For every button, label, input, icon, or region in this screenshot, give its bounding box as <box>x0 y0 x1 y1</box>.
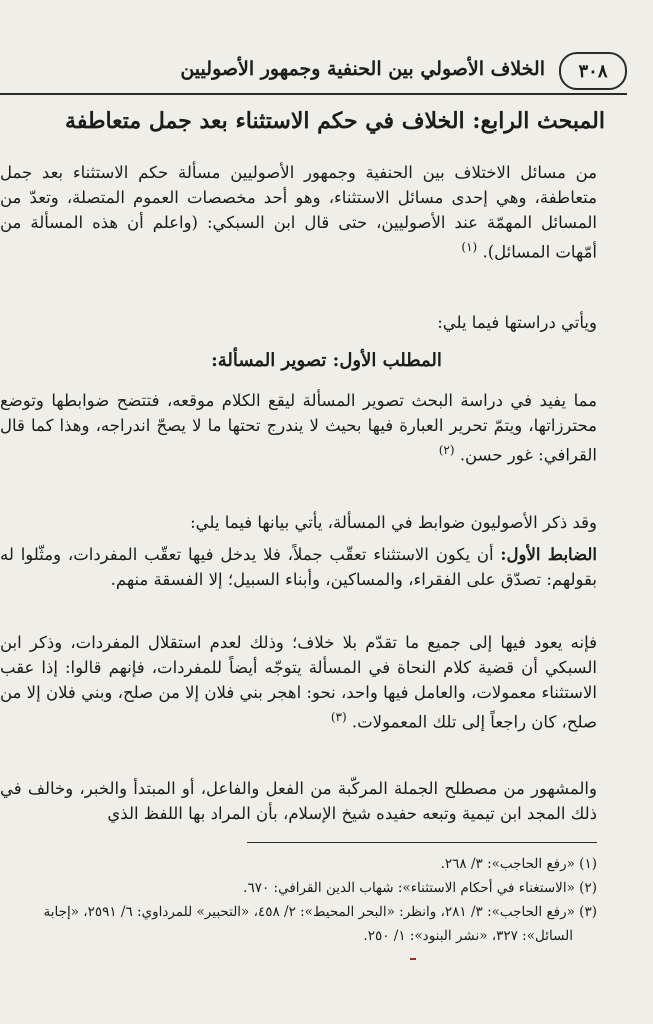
page-header <box>0 50 627 96</box>
paragraph-1-text: من مسائل الاختلاف بين الحنفية وجمهور الأصوليين مسألة حكم الاستثناء بعد جمل متعاطفة، وهي إحدى مسائل الاستثناء، وهو أحد مخصصات العموم المتصلة، وتعدّ من المسائل المهمّة عند الأصوليين، حتى قال ابن السبكي: (واعلم أن هذه المسألة من أمّهات المسائل). <box>0 163 597 262</box>
footnote-ref-3: (٣) <box>330 710 347 724</box>
page-mark <box>410 958 416 964</box>
paragraph-1 <box>0 160 597 265</box>
paragraph-4-text: وقد ذكر الأصوليون ضوابط في المسألة، يأتي بيانها فيما يلي: <box>190 513 597 532</box>
paragraph-5-text: أن يكون الاستثناء تعقّب جملاً، فلا يدخل فيها تعقّب المفردات، ومثّلوا له بقولهم: تصدّق على الفقراء، والمساكين، وأبناء السبيل؛ إلا الفسقة منهم. <box>0 545 597 589</box>
paragraph-5 <box>0 542 597 592</box>
header-divider <box>0 93 627 95</box>
paragraph-2 <box>0 310 597 335</box>
paragraph-3-text: مما يفيد في دراسة البحث تصوير المسألة ليقع الكلام موقعه، فتتضح ضوابطها وتوضع محترزاتها، ويتمّ تحرير العبارة فيها بحيث لا يندرج تحتها ما لا يصحّ اندراجه، وهذا كما قال القرافي: غور حسن. <box>0 391 597 465</box>
criterion-label: الضابط الأول: <box>500 545 597 564</box>
paragraph-7-text: والمشهور من مصطلح الجملة المركّبة من الفعل والفاعل، أو المبتدأ والخبر، وخالف في ذلك المجد ابن تيمية وتبعه حفيده شيخ الإسلام، بأن المراد بها اللفظ الذي <box>0 779 597 823</box>
footnote-ref-2: (٢) <box>438 443 455 457</box>
paragraph-2-text: ويأتي دراستها فيما يلي: <box>437 313 597 332</box>
paragraph-4 <box>0 510 597 535</box>
footnote-1: (١) «رفع الحاجب»: ٣/ ٢٦٨. <box>440 856 597 872</box>
section-title: المبحث الرابع: الخلاف في حكم الاستثناء بعد جمل متعاطفة <box>65 108 605 134</box>
footnote-ref-1: (١) <box>461 240 478 254</box>
page-number-badge: ٣٠٨ <box>559 52 627 90</box>
running-title: الخلاف الأصولي بين الحنفية وجمهور الأصوليين <box>180 58 545 80</box>
footnote-3-continued: السائل»: ٣٢٧، «نشر البنود»: ١/ ٢٥٠. <box>363 928 573 944</box>
paragraph-3 <box>0 388 597 468</box>
footnote-divider <box>247 842 597 843</box>
paragraph-6 <box>0 630 597 735</box>
subsection-heading: المطلب الأول: تصوير المسألة: <box>211 350 442 371</box>
footnotes <box>10 852 597 948</box>
footnote-2: (٢) «الاستغناء في أحكام الاستثناء»: شهاب الدين القرافي: ٦٧٠. <box>243 880 597 896</box>
paragraph-7 <box>0 776 597 826</box>
paragraph-6-text: فإنه يعود فيها إلى جميع ما تقدّم بلا خلاف؛ وذلك لعدم استقلال المفردات، وذكر ابن السبكي أن قضية كلام النحاة في المسألة يتوجّه أيضاً للمفردات، فإنهم قالوا: إذا عقب الاستثناء معمولات، والعامل فيها واحد، نحو: اهجر بني فلان إلا من صلح، وبني فلان إلا من صلح، كان راجعاً إلى تلك المعمولات. <box>0 633 597 732</box>
footnote-3: (٣) «رفع الحاجب»: ٣/ ٢٨١، وانظر: «البحر المحيط»: ٢/ ٤٥٨، «التحبير» للمرداوي: ٦/ ٢٥٩١، «إجابة <box>43 904 597 920</box>
